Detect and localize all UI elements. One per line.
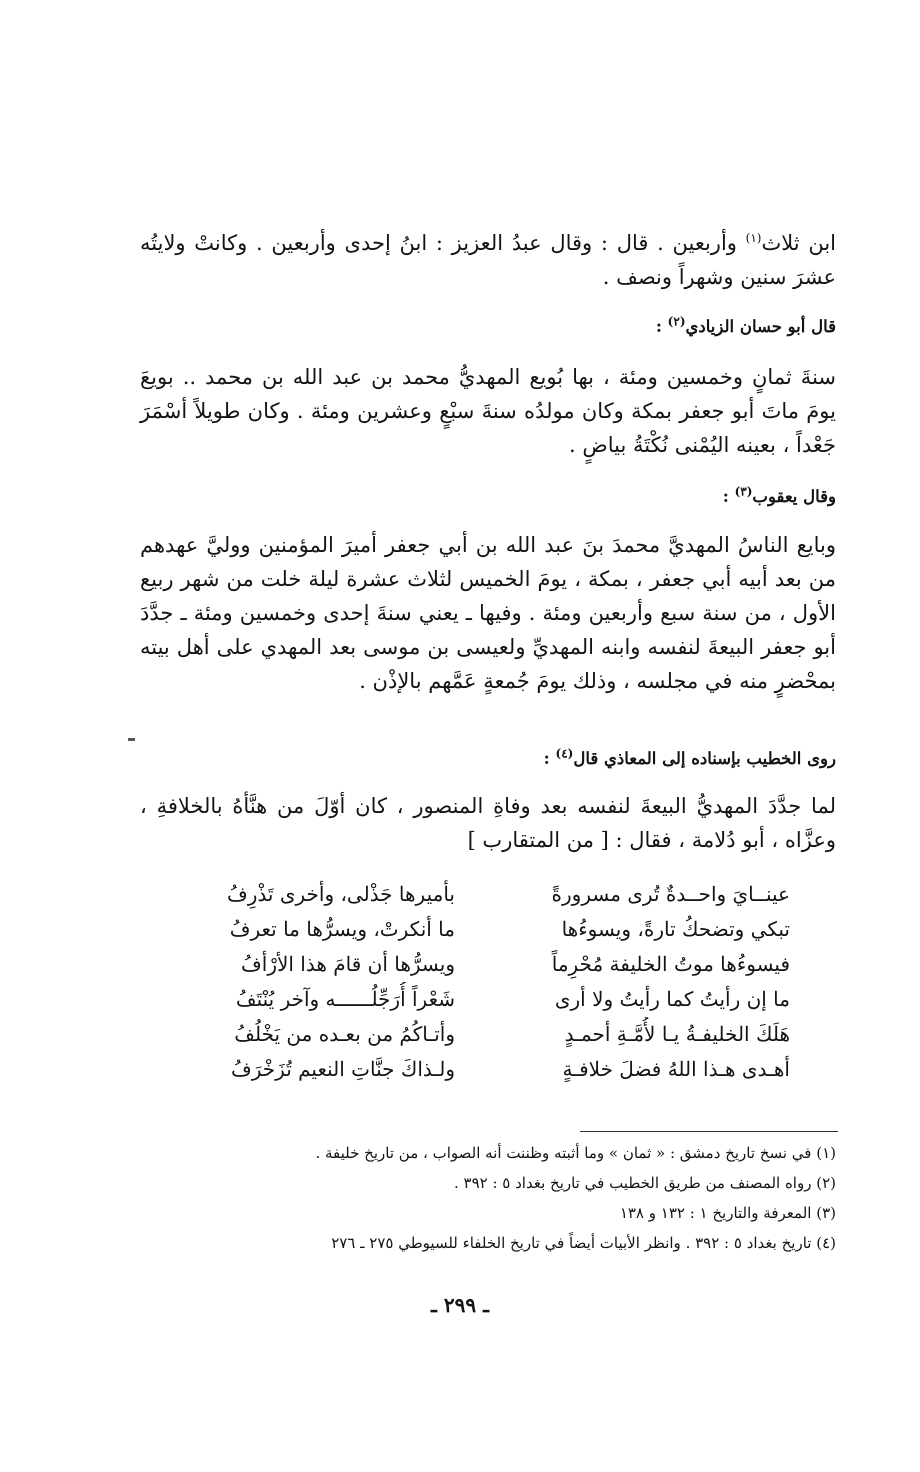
verse-line — [190, 982, 790, 1017]
heading-3-tail: : — [543, 749, 556, 768]
margin-mark — [128, 738, 135, 741]
verse-second-hemistich: شَعْراً أُرَجِّلُــــــه وآخر يُنْتَفُ — [235, 987, 455, 1011]
verse-second-hemistich: وأتـاكُمُ من بعـده من يَخْلُفُ — [234, 1022, 455, 1046]
verse-line — [190, 1017, 790, 1052]
footnote-ref-2: (٢) — [667, 314, 686, 329]
paragraph-1 — [140, 226, 836, 294]
footnote-2: (٢) رواه المصنف من طريق الخطيب في تاريخ بغداد ٥ : ٣٩٢ . — [453, 1174, 836, 1192]
heading-khatib — [140, 746, 836, 772]
verse-first-hemistich: تبكي وتضحكُ تارةً، ويسوءُها — [561, 917, 790, 941]
paragraph-3 — [140, 528, 836, 698]
verse-first-hemistich: عينــايَ واحــدةٌ تُرى مسرورةً — [551, 882, 790, 906]
heading-yaqub — [140, 484, 836, 510]
footnote-4: (٤) تاريخ بغداد ٥ : ٣٩٢ . وانظر الأبيات أيضاً في تاريخ الخلفاء للسيوطي ٢٧٥ ـ ٢٧٦ — [331, 1234, 836, 1252]
paragraph-1-text-a: ابن ثلاث — [761, 231, 836, 255]
footnote-ref-1: (١) — [745, 231, 762, 245]
heading-3-text: روى الخطيب بإسناده إلى المعاذي قال — [573, 749, 836, 768]
footnote-separator — [580, 1131, 838, 1132]
heading-1-tail: : — [655, 317, 668, 336]
paragraph-3-text: وبايع الناسُ المهديَّ محمدَ بنَ عبد الله بن أبي جعفر أميرَ المؤمنين ووليَّ عهدهم من بعد أبيه أبي جعفر ، بمكة ، يومَ الخميس لثلاث عشرة ليلة خلت من شهر ربيع الأول ، من سنة سبع وأربعين ومئة . وفيها ـ يعني سنةَ إحدى وخمسين ومئة ـ جدَّدَ أبو جعفر البيعةَ لنفسه وابنه المهديِّ ولعيسى بن موسى بعد المهدي على أهل بيته بمحْضرٍ منه في مجلسه ، وذلك يومَ جُمعةٍ عَمَّهم بالإذْن . — [140, 533, 836, 693]
poem — [190, 877, 790, 1087]
verse-second-hemistich: ولـذاكَ جنَّاتِ النعيم تُزَخْرَفُ — [231, 1057, 455, 1081]
verse-second-hemistich: بأميرها جَذْلى، وأخرى تَذْرِفُ — [227, 882, 455, 906]
paragraph-2-text: سنةَ ثمانٍ وخمسين ومئة ، بها بُويع المهديُّ محمد بن عبد الله بن محمد .. بويعَ يومَ ماتَ أبو جعفر بمكة وكان مولدُه سنةَ سبْعٍ وعشرين ومئة . وكان طويلاً أسْمَرَ جَعْداً ، بعينه اليُمْنى نُكْتَةُ بياضٍ . — [140, 365, 836, 457]
verse-line — [190, 947, 790, 982]
paragraph-1-text-b: وأربعين . قال : وقال عبدُ العزيز : ابنُ إحدى وأربعين . وكانتْ ولايتُه عشرَ سنين وشهراً ونصف . — [140, 231, 836, 289]
verse-line — [190, 1052, 790, 1087]
paragraph-4 — [140, 789, 836, 857]
verse-line — [190, 877, 790, 912]
footnote-3: (٣) المعرفة والتاريخ ١ : ١٣٢ و ١٣٨ — [619, 1204, 836, 1222]
footnote-ref-3: (٣) — [734, 484, 753, 499]
footnote-ref-4: (٤) — [555, 746, 574, 761]
paragraph-4-text: لما جدَّدَ المهديُّ البيعةَ لنفسه بعد وفاةِ المنصور ، كان أوّلَ من هنَّأهُ بالخلافةِ ، وعزَّاه ، أبو دُلامة ، فقال : [ من المتقارب ] — [140, 794, 836, 852]
verse-first-hemistich: هَلَكَ الخليفـةُ يـا لأُمَّـةِ أحمـدٍ — [564, 1022, 790, 1046]
verse-first-hemistich: أهـدى هـذا اللهُ فضلَ خلافـةٍ — [562, 1057, 790, 1081]
verse-second-hemistich: ويسرُّها أن قامَ هذا الأرْأفُ — [241, 952, 455, 976]
paragraph-2 — [140, 360, 836, 462]
footnote-1: (١) في نسخ تاريخ دمشق : « ثمان » وما أثبته وظننت أنه الصواب ، من تاريخ خليفة . — [315, 1144, 836, 1162]
heading-1-text: قال أبو حسان الزيادي — [685, 317, 836, 336]
verse-line — [190, 912, 790, 947]
heading-2-text: وقال يعقوب — [752, 487, 836, 506]
verse-first-hemistich: فيسوءُها موتُ الخليفة مُحْرِماً — [551, 952, 790, 976]
heading-2-tail: : — [722, 487, 735, 506]
heading-abu-hassan — [140, 314, 836, 340]
footnotes — [140, 1138, 836, 1258]
verse-first-hemistich: ما إن رأيتُ كما رأيتُ ولا أرى — [554, 987, 790, 1011]
verse-second-hemistich: ما أنكرتْ، ويسرُّها ما تعرفُ — [229, 917, 455, 941]
page-number: ـ ٢٩٩ ـ — [431, 1293, 489, 1317]
